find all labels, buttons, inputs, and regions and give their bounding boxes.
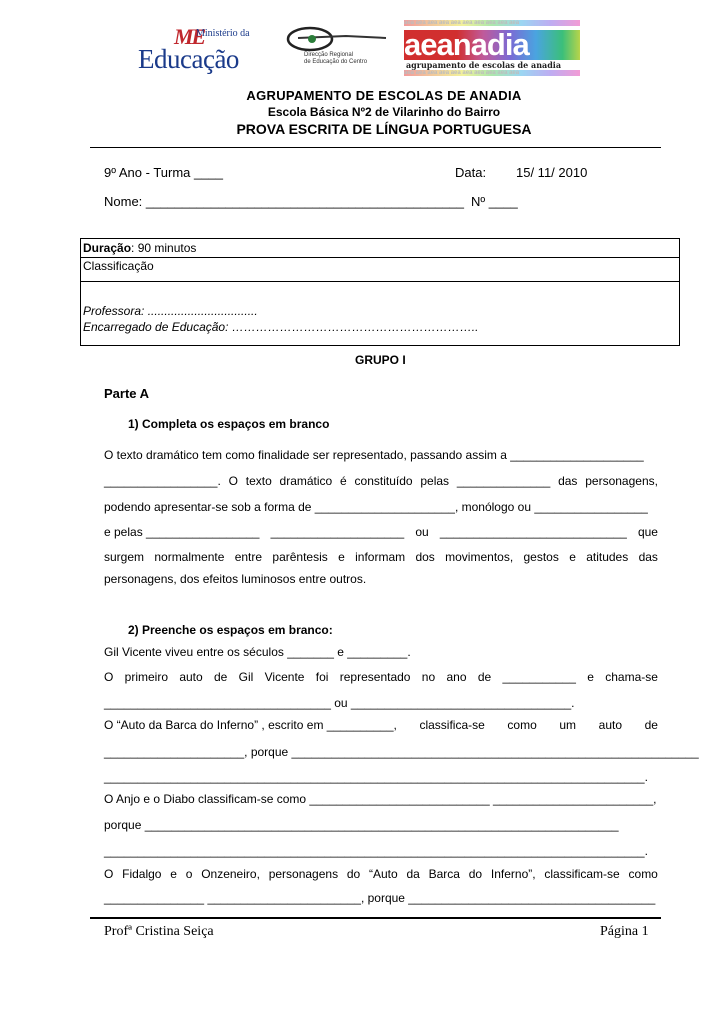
q2-line-11[interactable]: _______________ _______________________, porque _____________________________________ [104,891,656,905]
name-field[interactable]: Nome: ____________________________________________ [104,194,465,209]
q2-line-3[interactable]: __________________________________ ou _________________________________. [104,696,575,710]
q2-l10-w4: Onzeneiro, [201,867,260,881]
q1-l5-w10: atitudes [586,550,629,564]
q2-l2-w0: O [104,670,114,684]
q1-l4-w2: ou [415,525,429,539]
q1-l5-w5: informam [355,550,406,564]
q2-line-2[interactable] [104,670,658,684]
q1-l5-w4: e [338,550,345,564]
q1-l2-w8: das [558,474,578,488]
logo-me-small-text: Ministério da [196,28,250,39]
q2-l4-w2: como [507,718,537,732]
q2-l2-w6: foi [315,670,329,684]
footer-divider [90,917,661,919]
q1-line-3[interactable]: podendo apresentar-se sob a forma de _____________________, monólogo ou _________________ [104,500,648,514]
duration-label: Duração [83,241,132,255]
classification-label: Classificação [83,259,154,273]
q1-l5-w9: e [569,550,576,564]
q1-l5-w3: parêntesis [272,550,328,564]
q2-line-7[interactable]: O Anjo e o Diabo classificam-se como ___________________________ ________________________, [104,792,657,806]
number-field[interactable]: Nº ____ [471,194,518,209]
date-value: 15/ 11/ 2010 [516,165,588,180]
q2-l4-w3: um [559,718,577,732]
q1-l2-w1: O [228,474,238,488]
school-group-title: AGRUPAMENTO DE ESCOLAS DE ANADIA [246,88,522,103]
q2-line-6[interactable]: _________________________________________________________________________________. [104,770,648,784]
q2-line-10 [104,867,658,881]
q2-line-4[interactable] [104,718,658,732]
duration-value: : 90 minutos [131,241,197,255]
q2-line-9[interactable]: _________________________________________________________________________________. [104,844,648,858]
q1-l4-w0: e pelas _________________ [104,525,260,539]
q2-l10-w12: classificam-se [544,867,620,881]
q2-l10-w6: do [346,867,361,881]
q2-l2-w5: Vicente [264,670,305,684]
q2-l2-w10: de [477,670,492,684]
logo-me-big-text: Educação [138,44,239,74]
box-separator [81,257,679,258]
q1-l5-w6: dos [415,550,435,564]
q1-l5-w2: entre [234,550,263,564]
logo-dr-emblem-icon [268,26,390,52]
question-2-title: 2) Preenche os espaços em branco: [128,623,333,637]
q1-l2-w4: é [340,474,347,488]
q1-l2-w7: ______________ [456,474,551,488]
header-divider [90,147,661,148]
q2-l10-w3: o [185,867,193,881]
part-title: Parte A [104,386,150,401]
q2-line-1[interactable]: Gil Vicente viveu entre os séculos _______ e _________. [104,645,411,659]
q1-l2-w9: personagens, [585,474,658,488]
logo-dr-line2: de Educação do Centro [304,59,368,65]
teacher-signature-line[interactable]: Professora: ................................. [83,304,258,318]
q2-l2-w2: auto [179,670,203,684]
q1-l4-w1: ____________________ [270,525,405,539]
duration-classification-box [80,238,680,282]
footer-page-number: Página 1 [600,924,649,939]
logo-dr-text [304,52,367,66]
q2-l10-w9: Barca [428,867,460,881]
group-title: GRUPO I [355,353,406,367]
q1-l5-w7: movimentos, [445,550,514,564]
q2-l2-w7: representado [339,670,411,684]
q2-l2-w9: ano [446,670,467,684]
signatures-box [80,282,680,346]
q2-l10-w10: do [468,867,483,881]
q2-l10-w11: Inferno”, [490,867,536,881]
question-1-title: 1) Completa os espaços em branco [128,417,330,431]
q2-l10-w8: da [406,867,420,881]
q2-l2-w3: de [213,670,228,684]
q1-l2-w6: pelas [420,474,450,488]
logo-ae-main: aeanadia [404,30,580,60]
q1-l5-w8: gestos [523,550,559,564]
q1-line-5 [104,550,658,564]
guardian-signature-line[interactable]: Encarregado de Educação: …………………………………………………….. [83,320,479,334]
date-label: Data: [455,165,487,180]
logo-ae-stripe-bottom: aea aea aea aea aea aea aea aea aea aea [404,70,580,76]
year-class-field[interactable]: 9º Ano - Turma ____ [104,165,223,180]
logo-direccao-regional [268,26,390,76]
logo-dr-line1: Direcção Regional [304,52,354,58]
q1-l4-w4: que [637,525,658,539]
q2-l10-w13: como [628,867,658,881]
logo-ae-stripe-top: aea aea aea aea aea aea aea aea aea aea [404,20,580,26]
q1-l4-w3: ____________________________ [439,525,627,539]
q2-l10-w1: Fidalgo [122,867,162,881]
q2-l10-w5: personagens [268,867,339,881]
logo-ae-sub: agrupamento de escolas de anadia [406,60,562,70]
q1-l5-w0: surgem [104,550,145,564]
footer-author: Profª Cristina Seiça [104,924,214,939]
q2-l4-w0: O “Auto da Barca do Inferno” , escrito em __________, [104,718,397,732]
q2-l10-w0: O [104,867,114,881]
q2-l2-w11: ___________ [502,670,576,684]
q1-l2-w3: dramático [279,474,333,488]
exam-title: PROVA ESCRITA DE LÍNGUA PORTUGUESA [236,121,532,137]
q2-line-8[interactable]: porque _______________________________________________________________________ [104,818,619,832]
q1-l5-w1: normalmente [154,550,225,564]
q2-l10-w7: “Auto [369,867,398,881]
q1-l5-w11: das [638,550,658,564]
q2-l2-w1: primeiro [124,670,168,684]
q2-l2-w4: Gil [238,670,254,684]
q2-l10-w2: e [170,867,177,881]
q1-line-4[interactable] [104,525,658,539]
q2-l4-w4: auto [598,718,623,732]
q1-line-1[interactable]: O texto dramático tem como finalidade ser representado, passando assim a ____________________ [104,448,644,462]
logo-ministerio-educacao [138,22,258,72]
q2-l4-w1: classifica-se [419,718,485,732]
q1-line-6: personagens, dos efeitos luminosos entre outros. [104,572,367,586]
q2-l2-w8: no [421,670,436,684]
school-name: Escola Básica Nº2 de Vilarinho do Bairro [267,105,501,119]
logo-me-mark: ME [174,24,205,49]
q2-l2-w13: chama-se [605,670,658,684]
logo-agrupamento-anadia [404,20,580,76]
q1-line-2[interactable] [104,474,658,488]
q2-l2-w12: e [587,670,594,684]
q1-l2-w5: constituído [354,474,413,488]
q2-line-5[interactable]: _____________________, porque _____________________________________________________________ [104,745,699,759]
duration-row [83,241,196,255]
q1-l2-w0: _________________. [104,474,221,488]
q2-l4-w5: de [644,718,658,732]
q1-l2-w2: texto [245,474,272,488]
